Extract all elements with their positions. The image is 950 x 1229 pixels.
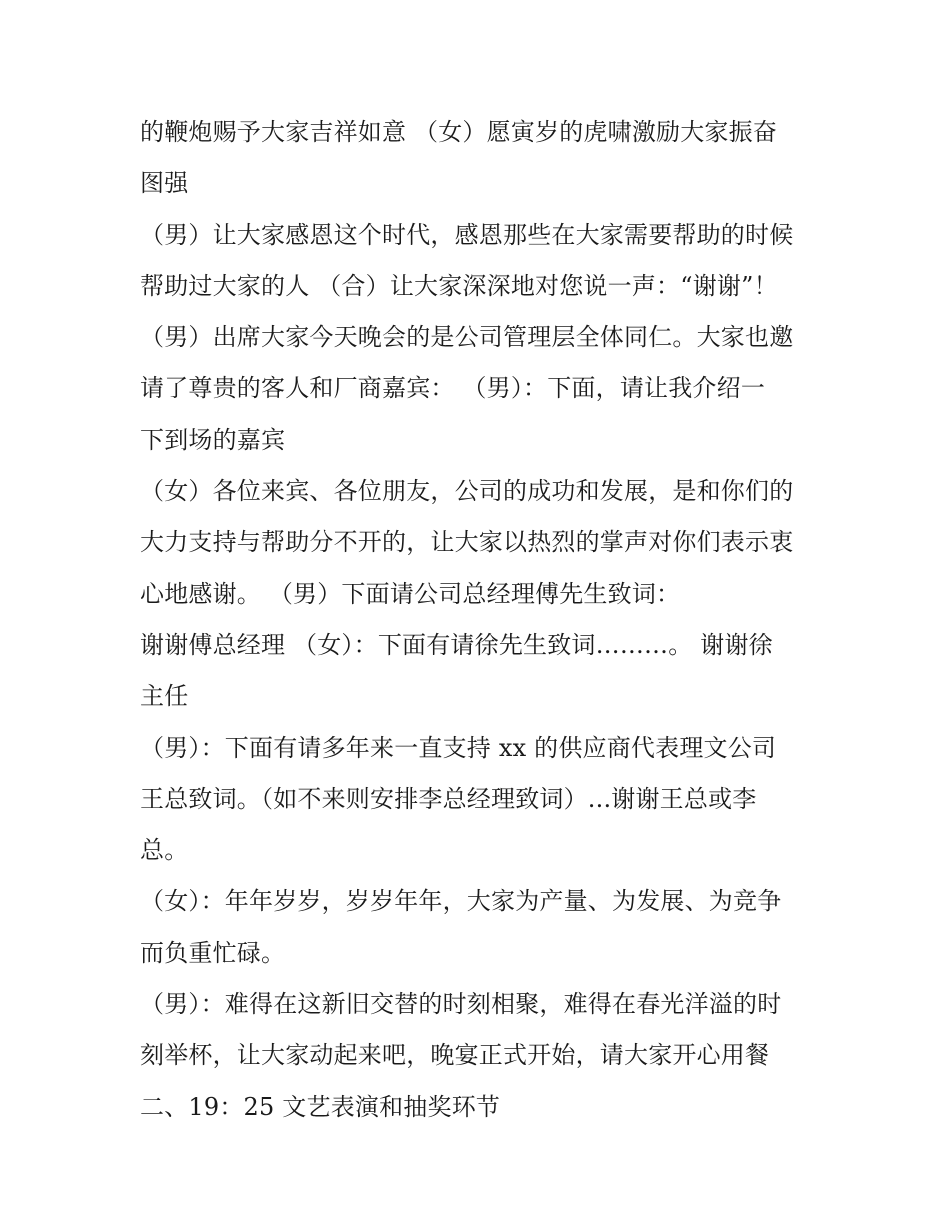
text-line: 的鞭炮赐予大家吉祥如意 （女）愿寅岁的虎啸激励大家振奋	[140, 118, 778, 146]
text-line: 王总致词。（如不来则安排李总经理致词）...谢谢王总或李	[140, 784, 757, 813]
text-line: 心地感谢。 （男）下面请公司总经理傅先生致词：	[140, 579, 681, 608]
text-line: （女）各位来宾、各位朋友，公司的成功和发展，是和你们的	[140, 477, 794, 506]
text-line: （男）出席大家今天晚会的是公司管理层全体同仁。大家也邀	[140, 323, 794, 352]
section-heading: 二、19：25 文艺表演和抽奖环节	[140, 1092, 501, 1121]
text-line: 主任	[140, 682, 189, 711]
text-line: （男）：难得在这新旧交替的时刻相聚，难得在春光洋溢的时	[140, 990, 782, 1019]
text-line: 谢谢傅总经理 （女）：下面有请徐先生致词………。 谢谢徐	[140, 630, 773, 659]
text-line: 刻举杯，让大家动起来吧，晚宴正式开始，请大家开心用餐	[140, 1041, 770, 1070]
text-line: 而负重忙碌。	[140, 938, 286, 967]
text-line: （男）：下面有请多年来一直支持 xx 的供应商代表理文公司	[140, 733, 777, 762]
text-line: 大力支持与帮助分不开的，让大家以热烈的掌声对你们表示衷	[140, 528, 794, 557]
text-line: 帮助过大家的人 （合）让大家深深地对您说一声：“谢谢”！	[140, 271, 778, 300]
text-line: 请了尊贵的客人和厂商嘉宾： （男）：下面，请让我介绍一	[140, 374, 766, 403]
text-line: 总。	[140, 836, 189, 865]
document-body	[140, 107, 820, 1133]
text-line: （男）让大家感恩这个时代，感恩那些在大家需要帮助的时候	[140, 220, 794, 249]
text-line: （女）：年年岁岁，岁岁年年，大家为产量、为发展、为竞争	[140, 887, 782, 916]
text-line: 下到场的嘉宾	[140, 425, 286, 454]
text-line: 图强	[140, 169, 189, 198]
